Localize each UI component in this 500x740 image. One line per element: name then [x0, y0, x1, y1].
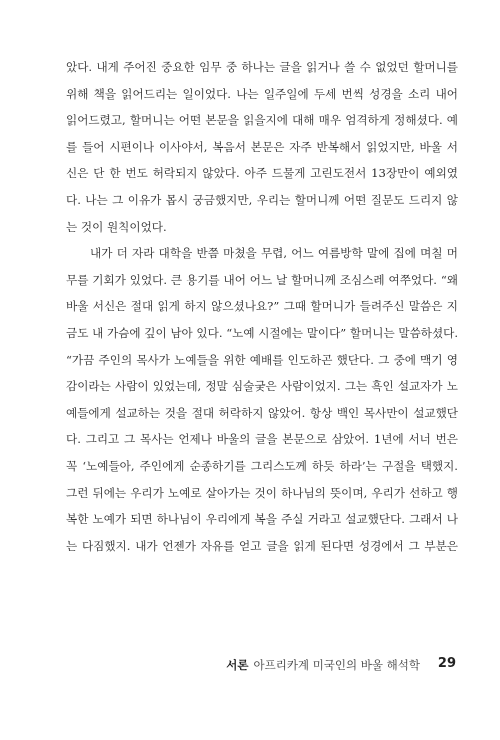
text-line: 감이라는 사람이 있었는데, 정말 심술궂은 사람이었지. 그는 흑인 설교자가 노	[66, 379, 458, 394]
text-line: 무를 기회가 있었다. 큰 용기를 내어 어느 날 할머니께 조심스레 여쭈었다. “왜	[66, 272, 458, 287]
text-line: 바울 서신은 절대 읽게 하지 않으셨나요?” 그때 할머니가 들려주신 말씀은 지	[66, 299, 458, 314]
text-line: “가끔 주인의 목사가 노예들을 위한 예배를 인도하곤 했단다. 그 중에 맥기 영	[66, 352, 458, 367]
text-line: 다. 그리고 그 목사는 언제나 바울의 글을 본문으로 삼았어. 1년에 서너 번은	[66, 432, 458, 447]
text-line: 신은 단 한 번도 허락되지 않았다. 아주 드물게 고린도전서 13장만이 예외였	[66, 166, 458, 181]
text-line: 다. 나는 그 이유가 몹시 궁금했지만, 우리는 할머니께 어떤 질문도 드리지 않	[66, 192, 458, 207]
text-line: 금도 내 가슴에 깊이 남아 있다. “노예 시절에는 말이다” 할머니는 말씀하셨다.	[66, 325, 459, 340]
page-number: 29	[437, 656, 456, 671]
text-line: 꼭 ‘노예들아, 주인에게 순종하기를 그리스도께 하듯 하라’는 구절을 택했지.	[66, 458, 458, 473]
running-footer	[226, 657, 420, 673]
text-line: 예들에게 설교하는 것을 절대 허락하지 않았어. 항상 백인 목사만이 설교했단	[66, 405, 458, 420]
text-line: 그런 뒤에는 우리가 노예로 살아가는 것이 하나님의 뜻이며, 우리가 선하고 행	[66, 485, 458, 500]
text-line: 복한 노예가 되면 하나님이 우리에게 복을 주실 거라고 설교했단다. 그래서 나	[66, 512, 458, 527]
paragraph-1	[66, 54, 458, 240]
text-line: 는 것이 원칙이었다.	[66, 219, 167, 234]
text-line: 았다. 내게 주어진 중요한 임무 중 하나는 글을 읽거나 쓸 수 없었던 할머니를	[66, 60, 458, 74]
body-text	[66, 54, 458, 559]
text-line: 는 다짐했지. 내가 언젠가 자유를 얻고 글을 읽게 된다면 성경에서 그 부분은	[66, 538, 458, 553]
text-line: 읽어드렸고, 할머니는 어떤 본문을 읽을지에 대해 매우 엄격하게 정해셨다. 예	[66, 113, 458, 128]
text-line: 내가 더 자라 대학을 반쯤 마쳤을 무렵, 어느 여름방학 말에 집에 며칠 머	[90, 246, 458, 261]
section-label: 서론	[226, 658, 249, 672]
text-line: 를 들어 시편이나 이사야서, 복음서 본문은 자주 반복해서 읽었지만, 바울 서	[66, 139, 458, 154]
page-footer	[0, 657, 500, 677]
text-line: 위해 책을 읽어드리는 일이었다. 나는 일주일에 두세 번씩 성경을 소리 내어	[66, 86, 458, 101]
paragraph-2	[66, 240, 458, 559]
book-title: 아프리카계 미국인의 바울 해석학	[253, 658, 420, 672]
